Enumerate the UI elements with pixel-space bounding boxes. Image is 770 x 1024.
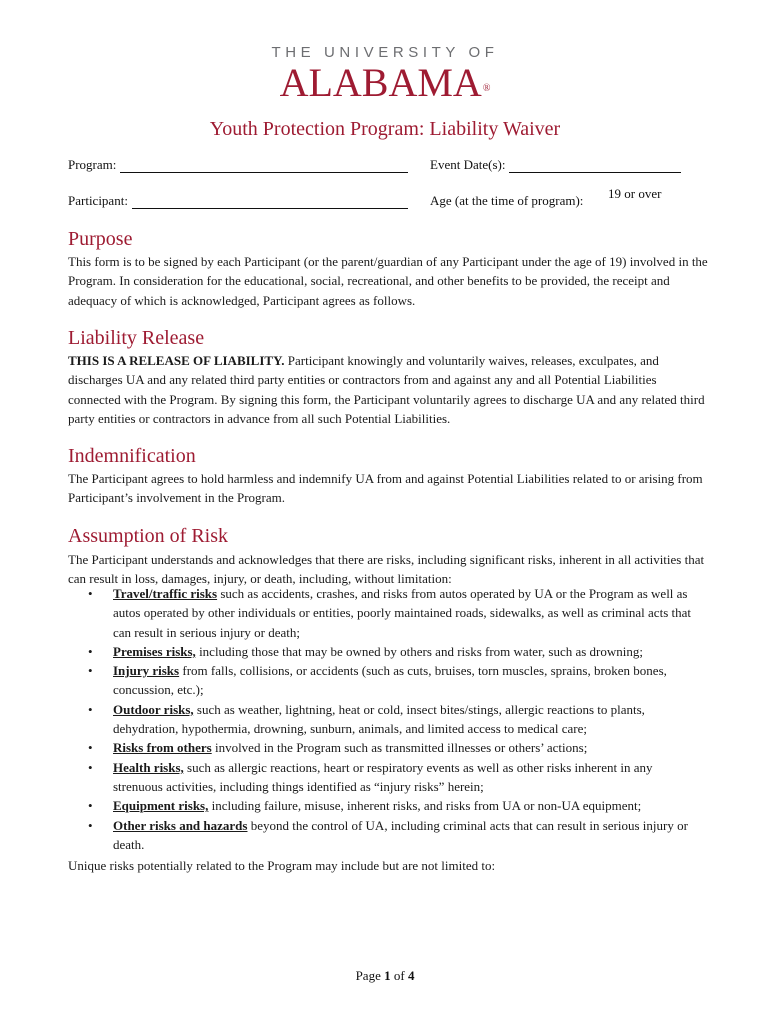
bullet-icon: • xyxy=(88,817,93,833)
risk-text: such as weather, lightning, heat or cold, insect bites/stings, allergic reactions to plants, dehydration, hypothermia, drowning, sunburn, animals, and limited access to medical care; xyxy=(113,701,645,737)
risk-lead: Travel/traffic risks xyxy=(113,586,218,601)
risk-lead: Outdoor risks, xyxy=(113,701,194,717)
risk-text: such as accidents, crashes, and risks from autos operated by UA or the Program as well as autos operated by other individuals or entities, poorly maintained roads, sidewalks, as well as criminal acts that can result in serious injury or death; xyxy=(113,586,691,640)
risk-lead: Injury risks xyxy=(113,663,180,679)
purpose-text: This form is to be signed by each Participant (or the parent/guardian of any Participant under the age of 19) involved in the Program. In consideration for the educational, social, recreational, and other benefits to be provided, the receipt and adequacy of which is acknowledged, Participant agrees as follows. xyxy=(68,254,708,308)
logo-line-2: ALABAMA xyxy=(279,60,482,105)
participant-field[interactable] xyxy=(68,193,408,209)
bullet-icon: • xyxy=(88,759,93,775)
participant-label: Participant: xyxy=(68,193,128,208)
program-input-line[interactable] xyxy=(120,158,408,173)
bullet-icon: • xyxy=(88,663,93,679)
page-footer xyxy=(0,968,770,984)
page-word: Page xyxy=(355,968,381,983)
risk-lead: Risks from others xyxy=(113,740,212,756)
program-field[interactable] xyxy=(68,157,408,173)
bullet-icon: • xyxy=(88,740,93,756)
age-label: Age (at the time of program): xyxy=(430,193,584,208)
event-dates-field[interactable] xyxy=(430,157,681,173)
risk-lead: Other risks and hazards xyxy=(113,817,248,833)
bullet-icon: • xyxy=(88,701,93,717)
participant-input-line[interactable] xyxy=(132,194,408,209)
logo-line-1: THE UNIVERSITY OF xyxy=(271,44,499,61)
event-dates-label: Event Date(s): xyxy=(430,157,506,172)
unique-risks-text: Unique risks potentially related to the Program may include but are not limited to: xyxy=(68,858,496,873)
list-item xyxy=(68,642,704,661)
assumption-heading: Assumption of Risk xyxy=(68,525,229,547)
of-word: of xyxy=(393,968,405,983)
university-logo xyxy=(0,44,770,103)
list-item xyxy=(68,661,704,700)
purpose-heading: Purpose xyxy=(68,228,133,250)
risk-lead: Premises risks, xyxy=(113,643,196,659)
registered-mark: ® xyxy=(482,83,491,94)
risk-text: such as allergic reactions, heart or respiratory events as well as other risks inherent in any strenuous activities, including things identified as “injury risks” herein; xyxy=(113,759,653,794)
risk-list xyxy=(68,584,704,854)
risk-text: beyond the control of UA, including criminal acts that can result in serious injury or death. xyxy=(113,817,688,852)
liability-text xyxy=(68,351,708,428)
event-dates-input-line[interactable] xyxy=(509,158,681,173)
risk-lead: Health risks, xyxy=(113,759,184,775)
age-value[interactable]: 19 or over xyxy=(608,186,662,201)
list-item xyxy=(68,700,704,739)
risk-text: including failure, misuse, inherent risks, and risks from UA or non-UA equipment; xyxy=(208,798,642,814)
liability-body: Participant knowingly and voluntarily waives, releases, exculpates, and discharges UA and any related third party entities or contractors from and against any and all Potential Liabilities connected with the Program. By signing this form, the Participant voluntarily agrees to discharge UA and any related third party entities or contractors in advance from all such Potential Liabilities. xyxy=(68,353,705,426)
risk-text: from falls, collisions, or accidents (such as cuts, bruises, torn muscles, sprains, broken bones, concussion, etc.); xyxy=(113,663,667,698)
risk-lead: Equipment risks, xyxy=(113,798,209,814)
bullet-icon: • xyxy=(88,798,93,814)
bullet-icon: • xyxy=(88,586,93,601)
logo-wordmark xyxy=(279,60,491,105)
list-item xyxy=(68,758,704,797)
page-number: 1 xyxy=(384,968,391,983)
liability-heading: Liability Release xyxy=(68,327,205,349)
age-field xyxy=(430,193,583,209)
bullet-icon: • xyxy=(88,643,93,659)
risk-text: involved in the Program such as transmitted illnesses or others’ actions; xyxy=(211,740,588,756)
page-total: 4 xyxy=(407,968,415,983)
indemnification-heading: Indemnification xyxy=(68,445,196,467)
indemnification-text: The Participant agrees to hold harmless and indemnify UA from and against Potential Liabilities related to or arising from Participant’s involvement in the Program. xyxy=(68,471,703,506)
assumption-intro: The Participant understands and acknowledges that there are risks, including significant risks, inherent in all activities that can result in loss, damages, injury, or death, including, without limitation: xyxy=(68,552,705,586)
form-title: Youth Protection Program: Liability Waiver xyxy=(209,118,561,140)
list-item xyxy=(68,584,704,642)
list-item xyxy=(68,816,704,855)
list-item xyxy=(68,796,704,815)
list-item xyxy=(68,738,704,757)
liability-lead: THIS IS A RELEASE OF LIABILITY. xyxy=(68,353,285,368)
program-label: Program: xyxy=(68,157,117,172)
risk-text: including those that may be owned by others and risks from water, such as drowning; xyxy=(195,643,643,659)
